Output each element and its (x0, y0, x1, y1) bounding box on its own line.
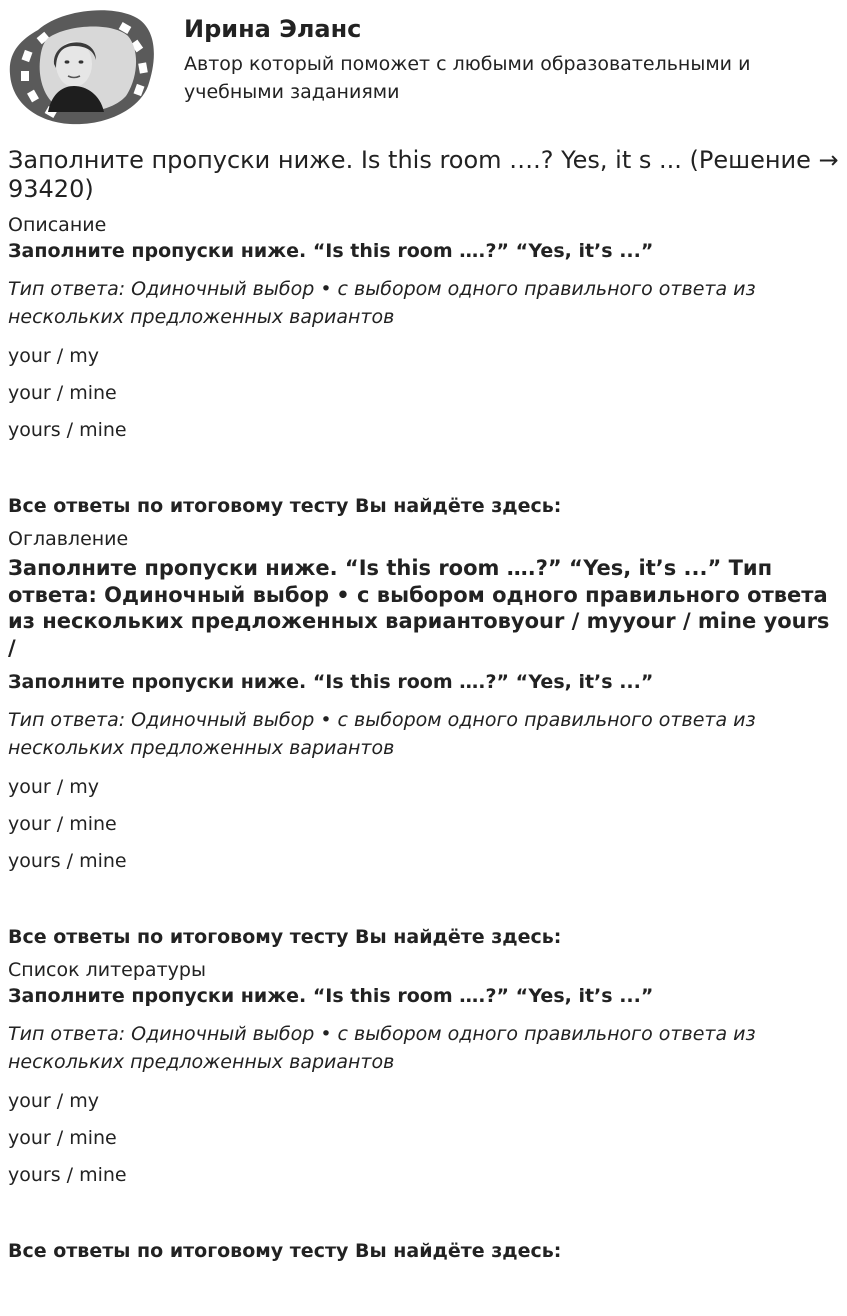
references-section (8, 958, 843, 1263)
answer-option: your / my (8, 1090, 99, 1112)
answer-option: yours / mine (8, 850, 127, 872)
answer-option: yours / mine (8, 419, 127, 441)
avatar-image (8, 8, 158, 126)
answers-link[interactable]: Все ответы по итоговому тесту Вы найдёте здесь: (8, 1240, 562, 1262)
answer-option: your / my (8, 776, 99, 798)
author-name[interactable]: Ирина Эланс (184, 15, 362, 43)
answer-option: yours / mine (8, 1164, 127, 1186)
answer-type: Тип ответа: Одиночный выбор • с выбором одного правильного ответа из нескольких предложенных вариантов (8, 709, 756, 759)
question-text: Заполните пропуски ниже. “Is this room ….?” “Yes, it’s ...” (8, 985, 654, 1007)
answer-type: Тип ответа: Одиночный выбор • с выбором одного правильного ответа из нескольких предложенных вариантов (8, 278, 756, 328)
answer-option: your / mine (8, 1127, 117, 1149)
answer-type: Тип ответа: Одиночный выбор • с выбором одного правильного ответа из нескольких предложенных вариантов (8, 1023, 756, 1073)
toc-section (8, 527, 843, 949)
answers-link[interactable]: Все ответы по итоговому тесту Вы найдёте здесь: (8, 926, 562, 948)
section-label-description: Описание (8, 214, 107, 236)
author-card (8, 8, 843, 126)
description-section (8, 213, 843, 518)
page-title: Заполните пропуски ниже. Is this room ….? Yes, it s ... (Решение → 93420) (8, 146, 839, 203)
answer-option: your / mine (8, 813, 117, 835)
avatar[interactable] (8, 8, 158, 126)
question-text: Заполните пропуски ниже. “Is this room ….?” “Yes, it’s ...” (8, 240, 654, 262)
main-content (8, 146, 843, 1263)
answers-link[interactable]: Все ответы по итоговому тесту Вы найдёте здесь: (8, 495, 562, 517)
toc-heading[interactable]: Заполните пропуски ниже. “Is this room ….?” “Yes, it’s ...” Тип ответа: Одиночный выбор • с выбором одного правильного ответа из нескольких предложенных вариантовyour / myyour / mine yours / (8, 556, 830, 660)
section-label-toc: Оглавление (8, 528, 129, 550)
section-label-references: Список литературы (8, 959, 206, 981)
answer-option: your / mine (8, 382, 117, 404)
answer-option: your / my (8, 345, 99, 367)
question-text: Заполните пропуски ниже. “Is this room ….?” “Yes, it’s ...” (8, 671, 654, 693)
author-description: Автор который поможет с любыми образовательными и учебными заданиями (184, 53, 751, 103)
